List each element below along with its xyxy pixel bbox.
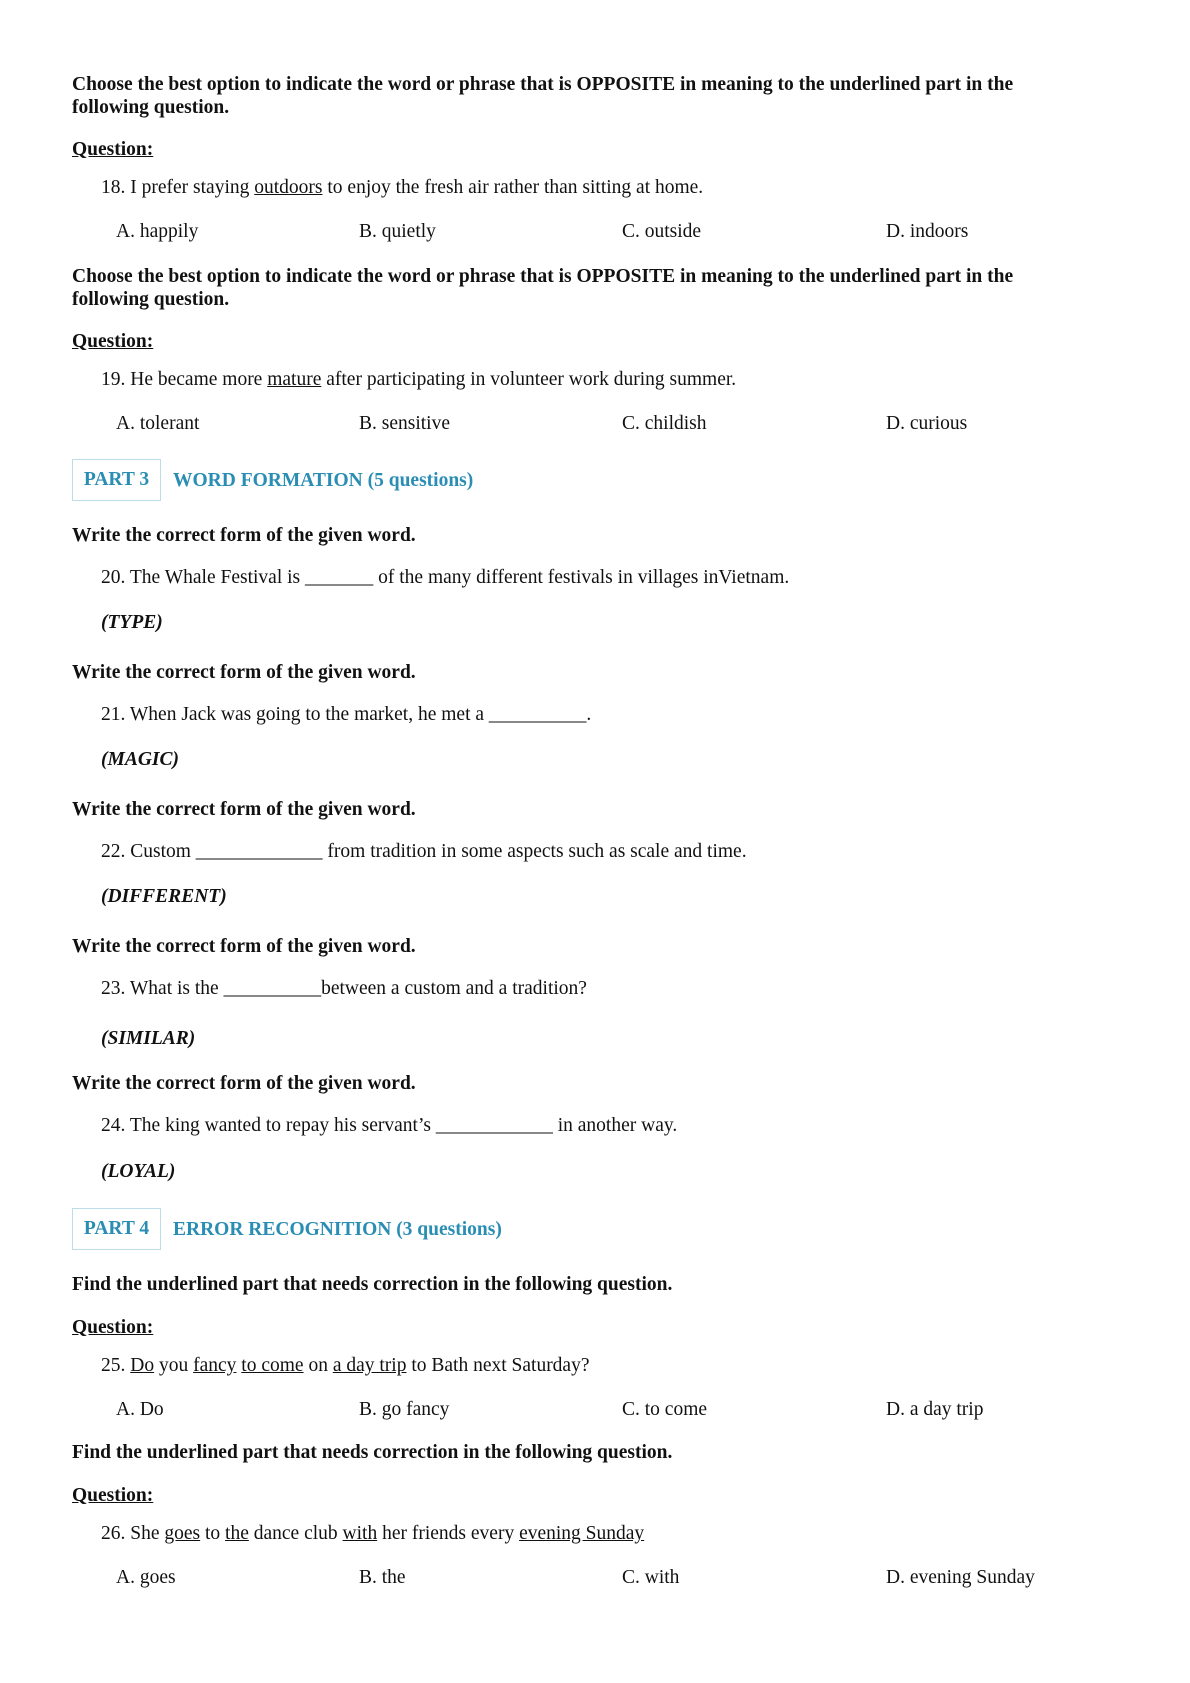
word-hint-24: (LOYAL) (101, 1161, 176, 1182)
option-a: A. tolerant (116, 413, 200, 434)
stem-text: to Bath next Saturday? (406, 1355, 590, 1376)
stem-text: to (200, 1523, 226, 1544)
option-a: A. goes (116, 1567, 176, 1588)
underlined-part-c: to come (241, 1355, 304, 1376)
underlined-part-c: with (342, 1523, 378, 1544)
question-stem-22: 22. Custom _____________ from tradition in some aspects such as scale and time. (101, 841, 747, 862)
question-stem-24: 24. The king wanted to repay his servant’s ____________ in another way. (101, 1115, 678, 1136)
stem-text: you (154, 1355, 194, 1376)
stem-text: dance club (248, 1523, 343, 1544)
option-b: B. quietly (359, 221, 436, 242)
stem-text: 25. (101, 1355, 131, 1376)
question-stem-21: 21. When Jack was going to the market, he met a __________. (101, 704, 592, 725)
instruction-q26: Find the underlined part that needs correction in the following question. (72, 1442, 673, 1463)
instruction-q24: Write the correct form of the given word. (72, 1073, 416, 1094)
question-stem-25 (101, 1355, 590, 1377)
underlined-part-d: a day trip (332, 1355, 407, 1376)
question-label: Question: (72, 1485, 154, 1506)
option-d: D. evening Sunday (886, 1567, 1035, 1588)
underlined-part-b: fancy (193, 1355, 237, 1376)
question-stem-26 (101, 1523, 644, 1545)
stem-text: after participating in volunteer work during summer. (321, 369, 737, 390)
part-4-box: PART 4 (72, 1208, 161, 1250)
part-3-title: WORD FORMATION (5 questions) (173, 470, 474, 491)
option-b: B. sensitive (359, 413, 450, 434)
question-label: Question: (72, 1317, 154, 1338)
underlined-word: mature (267, 369, 322, 390)
question-stem-19 (101, 369, 736, 391)
option-c: C. outside (622, 221, 702, 242)
word-hint-23: (SIMILAR) (101, 1028, 196, 1049)
underlined-part-b: the (225, 1523, 249, 1544)
option-c: C. childish (622, 413, 707, 434)
option-c: C. to come (622, 1399, 708, 1420)
question-stem-18 (101, 177, 703, 199)
option-d: D. a day trip (886, 1399, 984, 1420)
stem-text: on (303, 1355, 333, 1376)
option-b: B. go fancy (359, 1399, 450, 1420)
instruction-q21: Write the correct form of the given word. (72, 662, 416, 683)
option-b: B. the (359, 1567, 406, 1588)
instruction-q25: Find the underlined part that needs correction in the following question. (72, 1274, 673, 1295)
instruction-q19: Choose the best option to indicate the word or phrase that is OPPOSITE in meaning to the underlined part in the following question. (72, 266, 1014, 310)
underlined-part-a: goes (164, 1523, 201, 1544)
underlined-part-a: Do (130, 1355, 155, 1376)
question-label: Question: (72, 331, 154, 352)
instruction-q20: Write the correct form of the given word. (72, 525, 416, 546)
option-a: A. happily (116, 221, 199, 242)
stem-text: 26. She (101, 1523, 165, 1544)
option-a: A. Do (116, 1399, 164, 1420)
option-d: D. curious (886, 413, 968, 434)
underlined-part-d: evening Sunday (519, 1523, 645, 1544)
instruction-q22: Write the correct form of the given word. (72, 799, 416, 820)
stem-text: 19. He became more (101, 369, 268, 390)
option-c: C. with (622, 1567, 680, 1588)
stem-text: to enjoy the fresh air rather than sitting at home. (322, 177, 704, 198)
word-hint-20: (TYPE) (101, 612, 163, 633)
part-3-box: PART 3 (72, 459, 161, 501)
option-d: D. indoors (886, 221, 969, 242)
stem-text: 18. I prefer staying (101, 177, 255, 198)
underlined-word: outdoors (254, 177, 323, 198)
word-hint-21: (MAGIC) (101, 749, 180, 770)
question-label: Question: (72, 139, 154, 160)
question-stem-23: 23. What is the __________between a custom and a tradition? (101, 978, 587, 999)
part-4-title: ERROR RECOGNITION (3 questions) (173, 1219, 502, 1240)
instruction-q23: Write the correct form of the given word. (72, 936, 416, 957)
instruction-q18: Choose the best option to indicate the word or phrase that is OPPOSITE in meaning to the underlined part in the following question. (72, 74, 1014, 118)
stem-text: her friends every (377, 1523, 520, 1544)
question-stem-20: 20. The Whale Festival is _______ of the many different festivals in villages inVietnam. (101, 567, 790, 588)
word-hint-22: (DIFFERENT) (101, 886, 227, 907)
